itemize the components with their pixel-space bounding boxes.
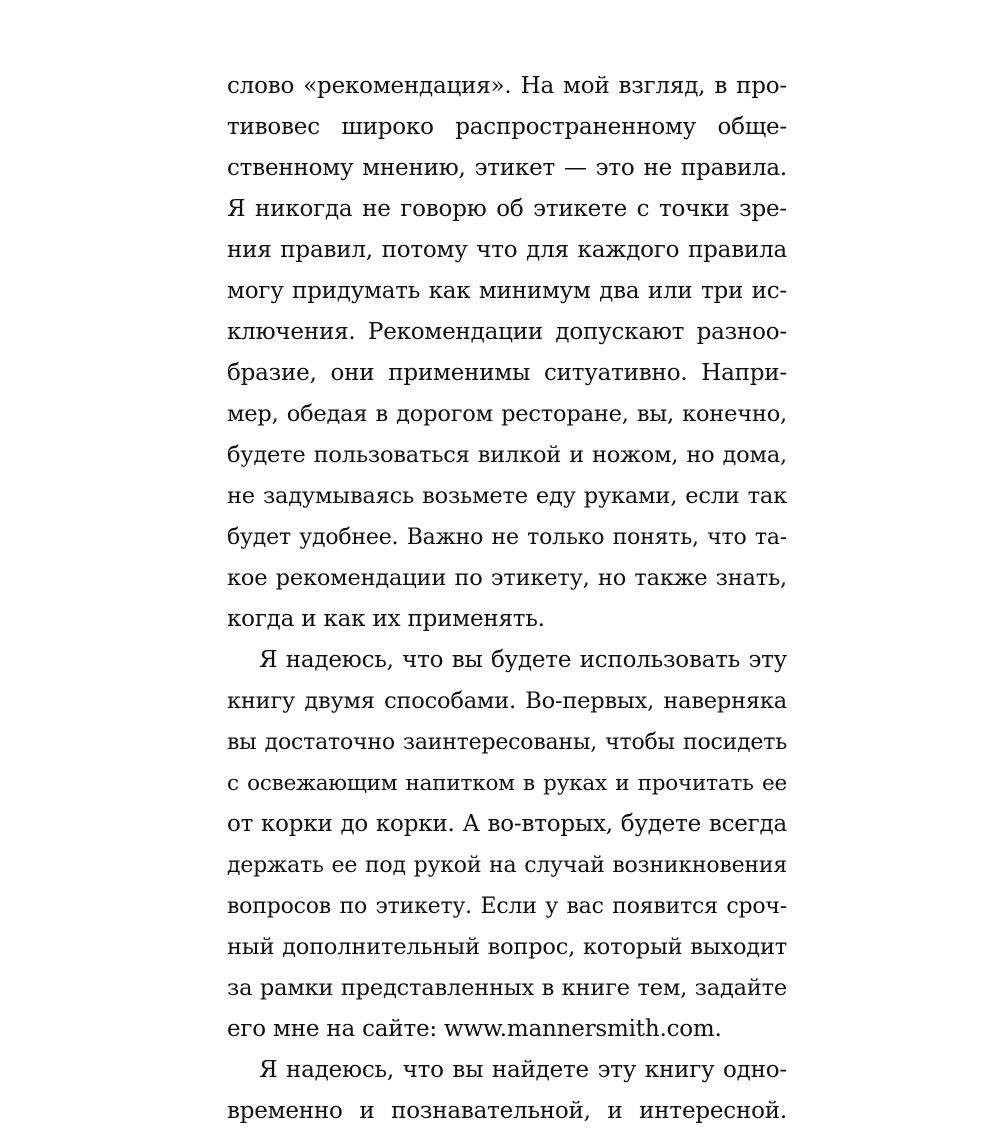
- text-line: тивовес широко распространенному обще-: [227, 114, 787, 140]
- text-line: от корки до корки. А во-вторых, будете всегда: [227, 811, 787, 837]
- text-line: вы достаточно заинтересованы, чтобы посидеть: [227, 730, 787, 755]
- text-line: Я надеюсь, что вы найдете эту книгу одно-: [259, 1057, 787, 1083]
- text-line: когда и как их применять.: [227, 606, 545, 632]
- text-line: временно и познавательной, и интересной.: [227, 1098, 787, 1124]
- paragraph-3: [227, 1050, 787, 1132]
- text-line: ния правил, потому что для каждого правила: [227, 237, 787, 263]
- text-line: Я надеюсь, что вы будете использовать эту: [259, 647, 787, 673]
- text-line: вопросов по этикету. Если у вас появится сроч-: [227, 894, 787, 919]
- text-line: Я никогда не говорю об этикете с точки зре-: [227, 196, 787, 222]
- text-line: будет удобнее. Важно не только понять, что та-: [227, 525, 787, 550]
- text-line: мер, обедая в дорогом ресторане, вы, конечно,: [227, 401, 787, 427]
- text-line: будете пользоваться вилкой и ножом, но дома,: [227, 442, 787, 468]
- text-line: книгу двумя способами. Во-первых, наверняка: [227, 688, 787, 714]
- text-line: могу придумать как минимум два или три ис-: [227, 278, 787, 304]
- text-line: с освежающим напитком в руках и прочитать ее: [227, 771, 787, 796]
- text-line: его мне на сайте: www.mannersmith.com.: [227, 1016, 722, 1042]
- text-line: ственному мнению, этикет — это не правила.: [227, 155, 787, 181]
- paragraph-1: [227, 66, 787, 640]
- text-line: ключения. Рекомендации допускают разноо-: [227, 319, 787, 345]
- text-line: за рамки представленных в книге тем, задайте: [227, 975, 787, 1001]
- text-line: слово «рекомендация». На мой взгляд, в про-: [227, 73, 787, 99]
- book-page-text: [227, 66, 787, 1132]
- paragraph-2: [227, 640, 787, 1050]
- text-line: бразие, они применимы ситуативно. Напри-: [227, 360, 787, 386]
- text-line: держать ее под рукой на случай возникновения: [227, 853, 787, 878]
- text-line: кое рекомендации по этикету, но также знать,: [227, 565, 787, 591]
- text-line: не задумываясь возьмете еду руками, если так: [227, 483, 787, 509]
- text-line: ный дополнительный вопрос, который выходит: [227, 934, 787, 960]
